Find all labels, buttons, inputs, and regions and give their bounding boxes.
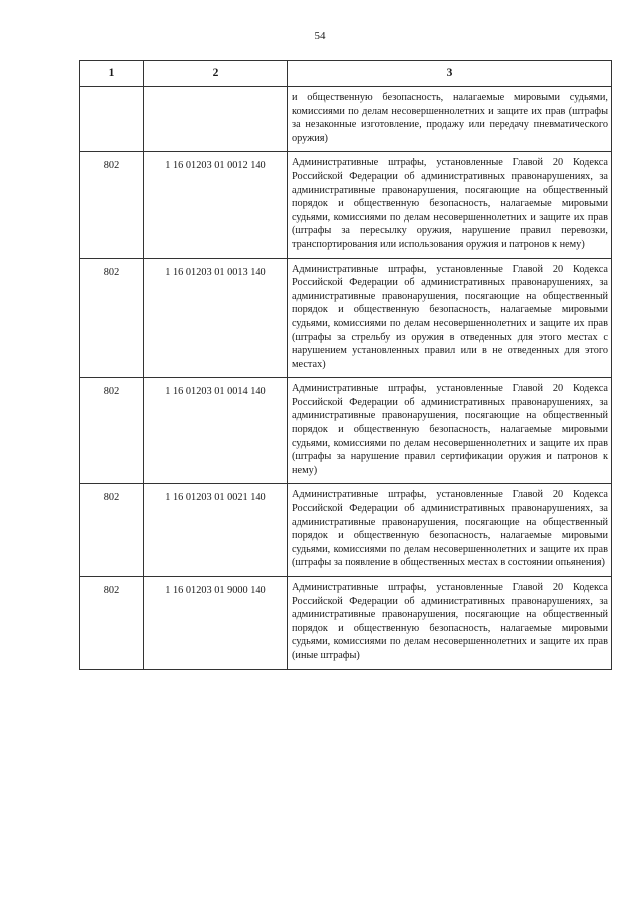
- revenue-name-cell: и общественную безопасность, налагаемые мировыми судьями, комиссиями по делам несовершеннолетних и защите их прав (штрафы за незаконные изготовление, продажу или передачу пневматического оружия): [288, 87, 612, 152]
- admin-code-cell: 802: [80, 484, 144, 577]
- table-header-row: [80, 61, 612, 87]
- revenue-name-cell: Административные штрафы, установленные Главой 20 Кодекса Российской Федерации об административных правонарушениях, за административные правонарушения, посягающие на общественный порядок и общественную безопасность, налагаемые мировыми судьями, комиссиями по делам несовершеннолетних и защите их прав (штрафы за нарушение правил сертификации оружия и патронов к нему): [288, 378, 612, 484]
- revenue-code-cell: 1 16 01203 01 0013 140: [144, 258, 288, 378]
- revenue-codes-table: [79, 60, 612, 670]
- revenue-name-cell: Административные штрафы, установленные Главой 20 Кодекса Российской Федерации об административных правонарушениях, за административные правонарушения, посягающие на общественный порядок и общественную безопасность, налагаемые мировыми судьями, комиссиями по делам несовершеннолетних и защите их прав (иные штрафы): [288, 577, 612, 670]
- admin-code-cell: [80, 87, 144, 152]
- admin-code-cell: 802: [80, 152, 144, 258]
- table-row: [80, 87, 612, 152]
- revenue-code-cell: 1 16 01203 01 0012 140: [144, 152, 288, 258]
- admin-code-cell: 802: [80, 378, 144, 484]
- revenue-name-cell: Административные штрафы, установленные Главой 20 Кодекса Российской Федерации об административных правонарушениях, за административные правонарушения, посягающие на общественный порядок и общественную безопасность, налагаемые мировыми судьями, комиссиями по делам несовершеннолетних и защите их прав (штрафы за появление в общественных местах в состоянии опьянения): [288, 484, 612, 577]
- revenue-name-cell: Административные штрафы, установленные Главой 20 Кодекса Российской Федерации об административных правонарушениях, за административные правонарушения, посягающие на общественный порядок и общественную безопасность, налагаемые мировыми судьями, комиссиями по делам несовершеннолетних и защите их прав (штрафы за стрельбу из оружия в отведенных для этого местах с нарушением установленных правил или в не отведенных для этого местах): [288, 258, 612, 378]
- column-header-2: 2: [144, 61, 288, 87]
- table-row: [80, 484, 612, 577]
- revenue-code-cell: 1 16 01203 01 9000 140: [144, 577, 288, 670]
- admin-code-cell: 802: [80, 577, 144, 670]
- table-row: [80, 152, 612, 258]
- table-row: [80, 258, 612, 378]
- revenue-code-cell: [144, 87, 288, 152]
- revenue-code-cell: 1 16 01203 01 0021 140: [144, 484, 288, 577]
- revenue-name-cell: Административные штрафы, установленные Главой 20 Кодекса Российской Федерации об административных правонарушениях, за административные правонарушения, посягающие на общественный порядок и общественную безопасность, налагаемые мировыми судьями, комиссиями по делам несовершеннолетних и защите их прав (штрафы за пересылку оружия, нарушение правил перевозки, транспортирования или использования оружия и патронов к нему): [288, 152, 612, 258]
- table-row: [80, 378, 612, 484]
- table-row: [80, 577, 612, 670]
- column-header-1: 1: [80, 61, 144, 87]
- page-number: 54: [314, 30, 326, 42]
- admin-code-cell: 802: [80, 258, 144, 378]
- column-header-3: 3: [288, 61, 612, 87]
- revenue-code-cell: 1 16 01203 01 0014 140: [144, 378, 288, 484]
